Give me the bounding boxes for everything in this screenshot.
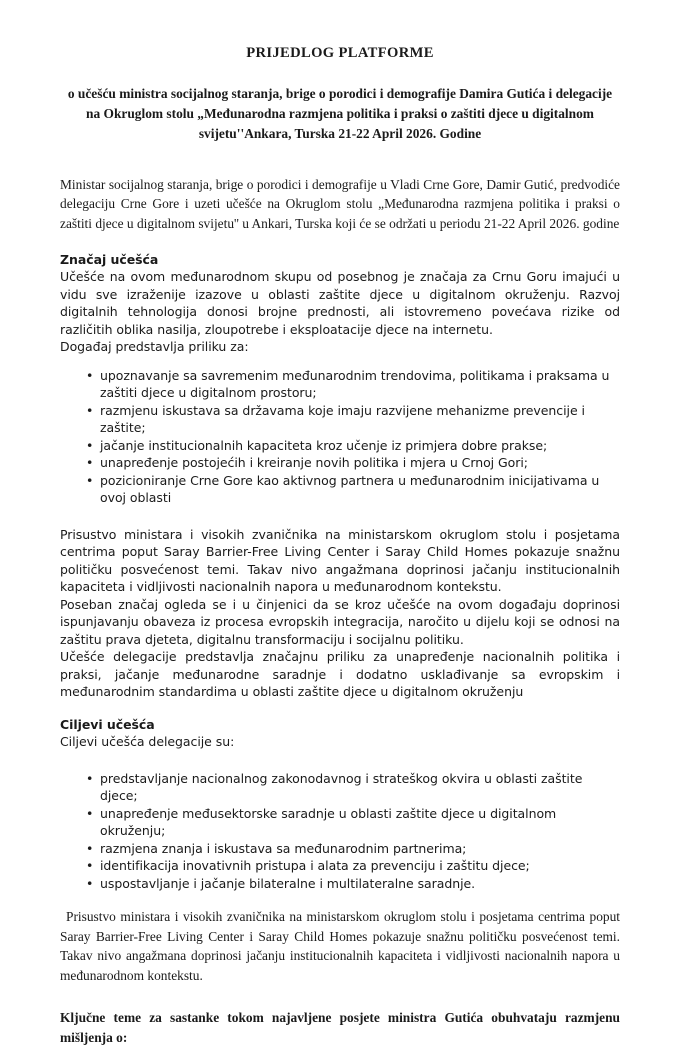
list-item-label: razmjenu iskustava sa državama koje imaju razvijene mehanizme prevencije i zaštite; — [100, 402, 585, 436]
bullet-point-icon: • — [86, 437, 94, 453]
list-item — [60, 805, 620, 840]
document-subtitle: o učešću ministra socijalnog staranja, brige o porodici i demografije Damira Gutića i delegacije na Okruglom stolu „Međunarodna razmjena politika i praksi o zaštiti djece u digitalnom svijetu''Ankara, Turska 21-22 April 2026. Godine — [67, 85, 613, 142]
list-item — [60, 857, 620, 875]
section-leadin-ciljevi-ucesca: Ciljevi učešća delegacije su: — [60, 734, 235, 750]
document-title: PRIJEDLOG PLATFORME — [246, 45, 434, 61]
list-item-label: razmjena znanja i iskustava sa međunarodnim partnerima; — [100, 840, 467, 856]
section-closing-paragraph-1: Prisustvo ministara i visokih zvaničnika na ministarskom okruglom stolu i posjetama centrima poput Saray Barrier-Free Living Center i Saray Child Homes pokazuje snažnu političku posvećenost temi. Takav nivo angažmana doprinosi jačanju institucionalnih kapaciteta i vidljivosti nacionalnih napora u međunarodnom kontekstu. — [60, 526, 620, 595]
final-heading: Ključne teme za sastanke tokom najavljene posjete ministra Gutića obuhvataju razmjenu mišljenja o: — [60, 1010, 620, 1045]
closing-paragraph: Prisustvo ministara i visokih zvaničnika na ministarskom okruglom stolu i posjetama centrima poput Saray Barrier-Free Living Center i Saray Child Homes pokazuje snažnu političku posvećenost temi. Takav nivo angažmana doprinosi jačanju institucionalnih kapaciteta i vidljivosti nacionalnih napora u međunarodnom kontekstu. — [60, 909, 620, 983]
bullet-point-icon: • — [86, 455, 94, 471]
list-item-label: jačanje institucionalnih kapaciteta kroz učenje iz primjera dobre prakse; — [100, 437, 548, 453]
list-item — [60, 770, 620, 805]
bullet-point-icon: • — [86, 875, 94, 891]
bullet-point-icon: • — [86, 858, 94, 874]
section-ciljevi-ucesca — [60, 716, 620, 892]
section-leadin-znacaj-ucesca: Događaj predstavlja priliku za: — [60, 339, 249, 355]
intro-paragraph: Ministar socijalnog staranja, brige o porodici i demografije u Vladi Crne Gore, Damir Gutić, predvodiće delegaciju Crne Gore i uzeti učešće na Okruglom stolu „Međunarodna razmjena politika i praksi o zaštiti djece u digitalnom svijetu'' u Ankari, Turska koji će se održati u periodu 21-22 April 2026. godine — [60, 176, 620, 231]
bullet-point-icon: • — [86, 402, 94, 418]
list-item — [60, 437, 620, 455]
list-item — [60, 840, 620, 858]
spacer — [60, 356, 620, 367]
bullet-point-icon: • — [86, 840, 94, 856]
spacer — [60, 892, 620, 907]
bullet-point-icon: • — [86, 770, 94, 786]
section-paragraph-znacaj-ucesca: Učešće na ovom međunarodnom skupu od posebnog je značaja za Crnu Goru imajući u vidu sve izraženije izazove u oblasti zaštite djece u digitalnom okruženju. Razvoj digitalnih tehnologija donosi brojne prednosti, ali istovremeno povećava rizike od različitih oblika nasilja, zloupotrebe i eksploatacije djece na internetu. — [60, 269, 620, 337]
bullet-list-ciljevi-ucesca — [60, 770, 620, 893]
section-znacaj-ucesca — [60, 251, 620, 701]
list-item-label: uspostavljanje i jačanje bilateralne i multilateralne saradnje. — [100, 875, 476, 891]
list-item — [60, 454, 620, 472]
list-item-label: unapređenje međusektorske saradnje u oblasti zaštite djece u digitalnom okruženju; — [100, 805, 557, 839]
section-closing-paragraph-2: Poseban značaj ogleda se i u činjenici da se kroz učešće na ovom događaju doprinosi ispunjavanju obaveza iz procesa evropskih integracija, naročito u dijelu koji se odnosi na zaštitu prava djeteta, digitalnu transformaciju i socijalnu politiku. — [60, 596, 620, 647]
bullet-point-icon: • — [86, 472, 94, 488]
spacer — [60, 701, 620, 716]
list-item-label: predstavljanje nacionalnog zakonodavnog i strateškog okvira u oblasti zaštite djece; — [100, 770, 583, 804]
list-item-label: unapređenje postojećih i kreiranje novih politika i mjera u Crnoj Gori; — [100, 455, 528, 471]
section-heading-ciljevi-ucesca: Ciljevi učešća — [60, 716, 155, 732]
section-closing-paragraph-3: Učešće delegacije predstavlja značajnu priliku za unapređenje nacionalnih politika i praksi, jačanje međunarodne saradnje i dodatno usklađivanje sa evropskim i međunarodnim standardima u oblasti zaštite djece u digitalnom okruženju — [60, 649, 620, 700]
list-item — [60, 875, 620, 893]
bullet-point-icon: • — [86, 805, 94, 821]
bullet-list-znacaj-ucesca — [60, 367, 620, 507]
list-item — [60, 472, 620, 507]
spacer — [60, 507, 620, 526]
bullet-point-icon: • — [86, 367, 94, 383]
list-item-label: upoznavanje sa savremenim međunarodnim trendovima, politikama i praksama u zaštiti djece u digitalnom prostoru; — [100, 367, 610, 401]
section-heading-znacaj-ucesca: Značaj učešća — [60, 252, 159, 268]
list-item — [60, 402, 620, 437]
list-item — [60, 367, 620, 402]
spacer — [60, 751, 620, 770]
list-item-label: identifikacija inovativnih pristupa i alata za prevenciju i zaštitu djece; — [100, 858, 530, 874]
list-item-label: pozicioniranje Crne Gore kao aktivnog partnera u međunarodnim inicijativama u ovoj oblasti — [100, 472, 600, 506]
spacer — [60, 997, 620, 1008]
